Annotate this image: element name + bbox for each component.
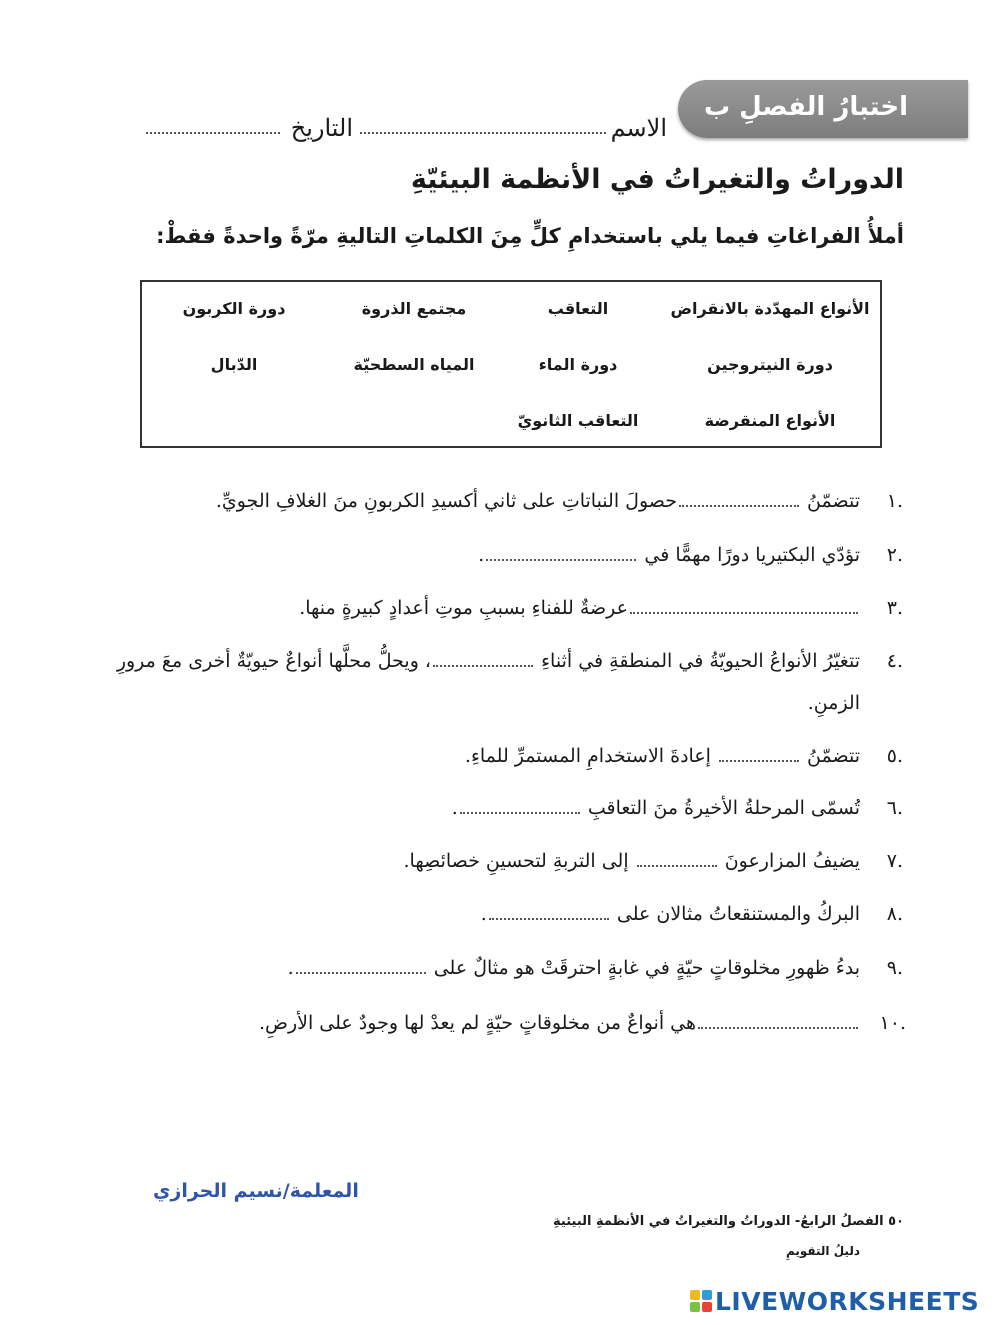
question-9 bbox=[288, 957, 860, 979]
footer-page-line: ٥٠ الفصلُ الرابعُ- الدوراتُ والتغيراتُ في الأنظمةِ البيئيةِ bbox=[553, 1214, 904, 1229]
answer-blank-9[interactable] bbox=[296, 972, 426, 974]
question-text: تتضمّنُ bbox=[807, 745, 860, 767]
question-text: إلى التربةِ لتحسينِ خصائصِها. bbox=[403, 850, 629, 872]
question-number: .١ bbox=[886, 490, 903, 512]
answer-blank-8[interactable] bbox=[489, 918, 609, 920]
answer-blank-2[interactable] bbox=[486, 559, 636, 561]
liveworksheets-text: LIVEWORKSHEETS bbox=[715, 1286, 980, 1316]
question-8 bbox=[481, 903, 860, 925]
question-text: تتضمّنُ bbox=[807, 490, 860, 512]
question-text: تؤدّي البكتيريا دورًا مهمًّا في bbox=[644, 544, 860, 566]
answer-blank-5[interactable] bbox=[719, 760, 799, 762]
question-text: تُسمّى المرحلةُ الأخيرةُ منَ التعاقبِ bbox=[587, 797, 860, 819]
question-2 bbox=[478, 544, 860, 566]
date-field[interactable] bbox=[146, 132, 280, 134]
question-text: البركُ والمستنقعاتُ مثالان على bbox=[616, 903, 860, 925]
question-number: .٩ bbox=[886, 957, 903, 979]
word-bank-item: دورة الكربون bbox=[182, 299, 286, 318]
question-4 bbox=[117, 650, 860, 672]
question-10 bbox=[259, 1012, 860, 1034]
footer-guide: دليلُ التقويمِ bbox=[785, 1244, 860, 1258]
question-text: . bbox=[480, 903, 487, 925]
question-number: .٦ bbox=[886, 797, 903, 819]
word-bank-item: الأنواع المهدّدة بالانقراض bbox=[670, 299, 870, 318]
word-bank-item: الأنواع المنقرضة bbox=[704, 411, 836, 430]
question-text: إعادةَ الاستخدامِ المستمرِّ للماءِ. bbox=[464, 745, 711, 767]
liveworksheets-logo bbox=[690, 1286, 979, 1316]
question-4-line-2: الزمنِ. bbox=[807, 692, 860, 714]
question-text: بدءُ ظهورِ مخلوقاتٍ حيّةٍ في غابةٍ احترقَتْ هو مثالٌ على bbox=[433, 957, 860, 979]
word-bank-item: مجتمع الذروة bbox=[361, 299, 467, 318]
question-3 bbox=[299, 597, 860, 619]
logo-tile bbox=[690, 1290, 700, 1300]
chapter-tab bbox=[678, 80, 968, 138]
question-text: عرضةٌ للفناءِ بسببِ موتِ أعدادٍ كبيرةٍ منها. bbox=[299, 597, 628, 619]
chapter-tab-label: اختبارُ الفصلِ ب bbox=[703, 92, 908, 122]
question-text: تتغيّرُ الأنواعُ الحيويّةُ في المنطقةِ في أثناءِ bbox=[541, 650, 860, 672]
word-bank-item: التعاقب الثانويّ bbox=[517, 411, 639, 430]
logo-tile bbox=[702, 1290, 712, 1300]
teacher-name: المعلمة/نسيم الحرازي bbox=[153, 1180, 359, 1202]
logo-tile bbox=[690, 1302, 700, 1312]
word-bank-item: المياه السطحيّة bbox=[353, 355, 475, 374]
question-text: . bbox=[287, 957, 294, 979]
question-number: .٣ bbox=[886, 597, 903, 619]
word-bank-item: دورة النيتروجين bbox=[707, 355, 833, 374]
question-number: .٧ bbox=[886, 850, 903, 872]
question-number: .٢ bbox=[886, 544, 903, 566]
question-number: .٨ bbox=[886, 903, 903, 925]
name-field[interactable] bbox=[360, 132, 606, 134]
word-bank-item: الدّبال bbox=[210, 355, 258, 374]
answer-blank-7[interactable] bbox=[637, 865, 717, 867]
word-bank-item: دورة الماء bbox=[538, 355, 618, 374]
logo-tile bbox=[702, 1302, 712, 1312]
question-text: . bbox=[451, 797, 458, 819]
instruction-text: أملأُ الفراغاتِ فيما يلي باستخدامِ كلٍّ مِنَ الكلماتِ التاليةِ مرّةً واحدةً فقطْ: bbox=[156, 224, 904, 248]
date-label: التاريخ bbox=[290, 114, 353, 142]
answer-blank-1[interactable] bbox=[679, 505, 799, 507]
word-bank-item: التعاقب bbox=[547, 299, 609, 318]
question-text: . bbox=[478, 544, 485, 566]
answer-blank-3[interactable] bbox=[630, 612, 858, 614]
answer-blank-10[interactable] bbox=[698, 1027, 858, 1029]
liveworksheets-icon bbox=[690, 1290, 712, 1312]
question-5 bbox=[465, 745, 860, 767]
answer-blank-6[interactable] bbox=[460, 812, 580, 814]
question-text: ، ويحلُّ محلَّها أنواعٌ حيويّةٌ أخرى معَ مرورِ bbox=[116, 650, 432, 672]
question-text: هي أنواعٌ من مخلوقاتٍ حيّةٍ لم يعدْ لها وجودٌ على الأرضِ. bbox=[258, 1012, 696, 1034]
question-text: حصولَ النباتاتِ على ثاني أكسيدِ الكربونِ منَ الغلافِ الجويِّ. bbox=[215, 490, 677, 512]
question-number: .٥ bbox=[886, 745, 903, 767]
question-7 bbox=[404, 850, 860, 872]
question-number: .١٠ bbox=[879, 1012, 906, 1034]
name-label: الاسم bbox=[610, 114, 667, 142]
question-text: يضيفُ المزارعونَ bbox=[724, 850, 860, 872]
page-title: الدوراتُ والتغيراتُ في الأنظمة البيئيّةِ bbox=[410, 164, 904, 195]
question-1 bbox=[216, 490, 860, 512]
answer-blank-4[interactable] bbox=[433, 665, 533, 667]
question-6 bbox=[452, 797, 860, 819]
question-number: .٤ bbox=[886, 650, 903, 672]
